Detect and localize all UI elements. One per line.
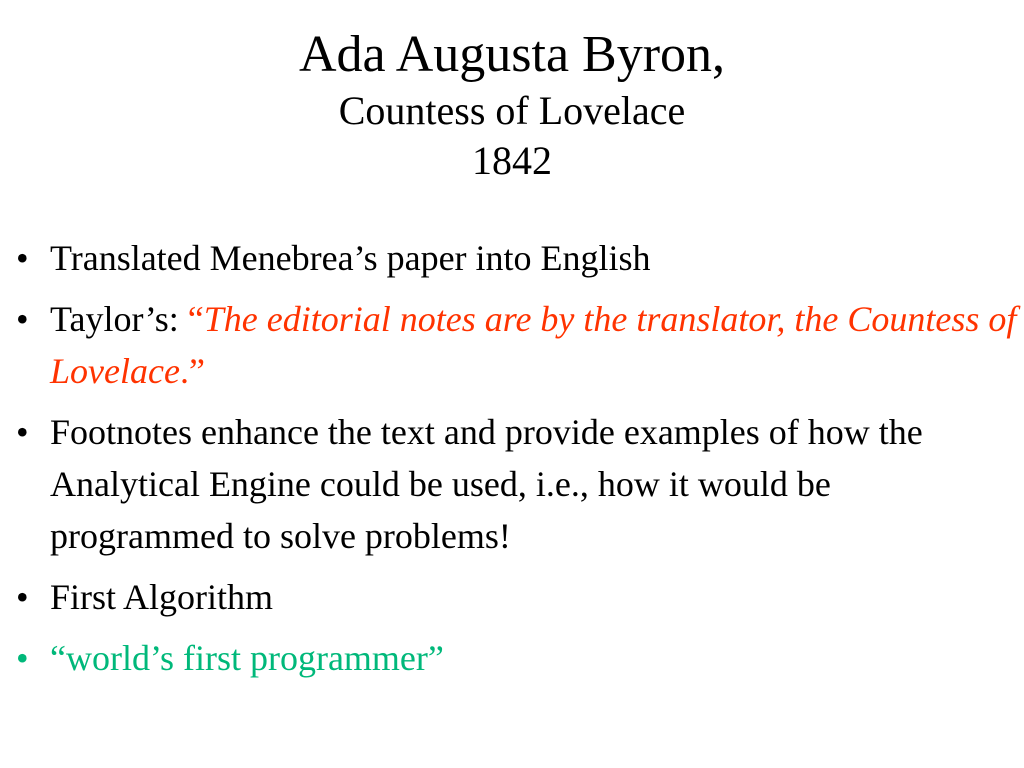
title-subtitle: Countess of Lovelace: [338, 88, 686, 133]
bullet-prefix: Taylor’s:: [50, 299, 188, 339]
bullet-item: [10, 632, 1020, 684]
bullet-item: [10, 232, 1020, 284]
bullet-item: [10, 571, 1020, 623]
bullet-text: Translated Menebrea’s paper into English: [50, 238, 651, 278]
bullet-list: [10, 232, 1020, 693]
bullet-dot: •: [16, 577, 29, 617]
title-year: 1842: [472, 138, 552, 183]
bullet-dot: •: [16, 638, 29, 678]
quote-text: The editorial notes are by the translator, the Countess of Lovelace: [50, 299, 1017, 391]
bullet-text: “world’s first programmer”: [50, 638, 444, 678]
title-name: Ada Augusta Byron,: [298, 26, 726, 83]
bullet-item: [10, 406, 1020, 562]
bullet-text: First Algorithm: [50, 577, 274, 617]
bullet-dot: •: [16, 238, 29, 278]
bullet-dot: •: [16, 412, 29, 452]
quote-open: “: [187, 299, 204, 339]
bullet-text: Footnotes enhance the text and provide examples of how the Analytical Engine could be used, i.e., how it would be programmed to solve problems!: [50, 412, 923, 556]
bullet-dot: •: [16, 299, 29, 339]
quote-close: .”: [179, 351, 205, 391]
bullet-item: [10, 293, 1020, 397]
slide-title: [0, 24, 1024, 186]
